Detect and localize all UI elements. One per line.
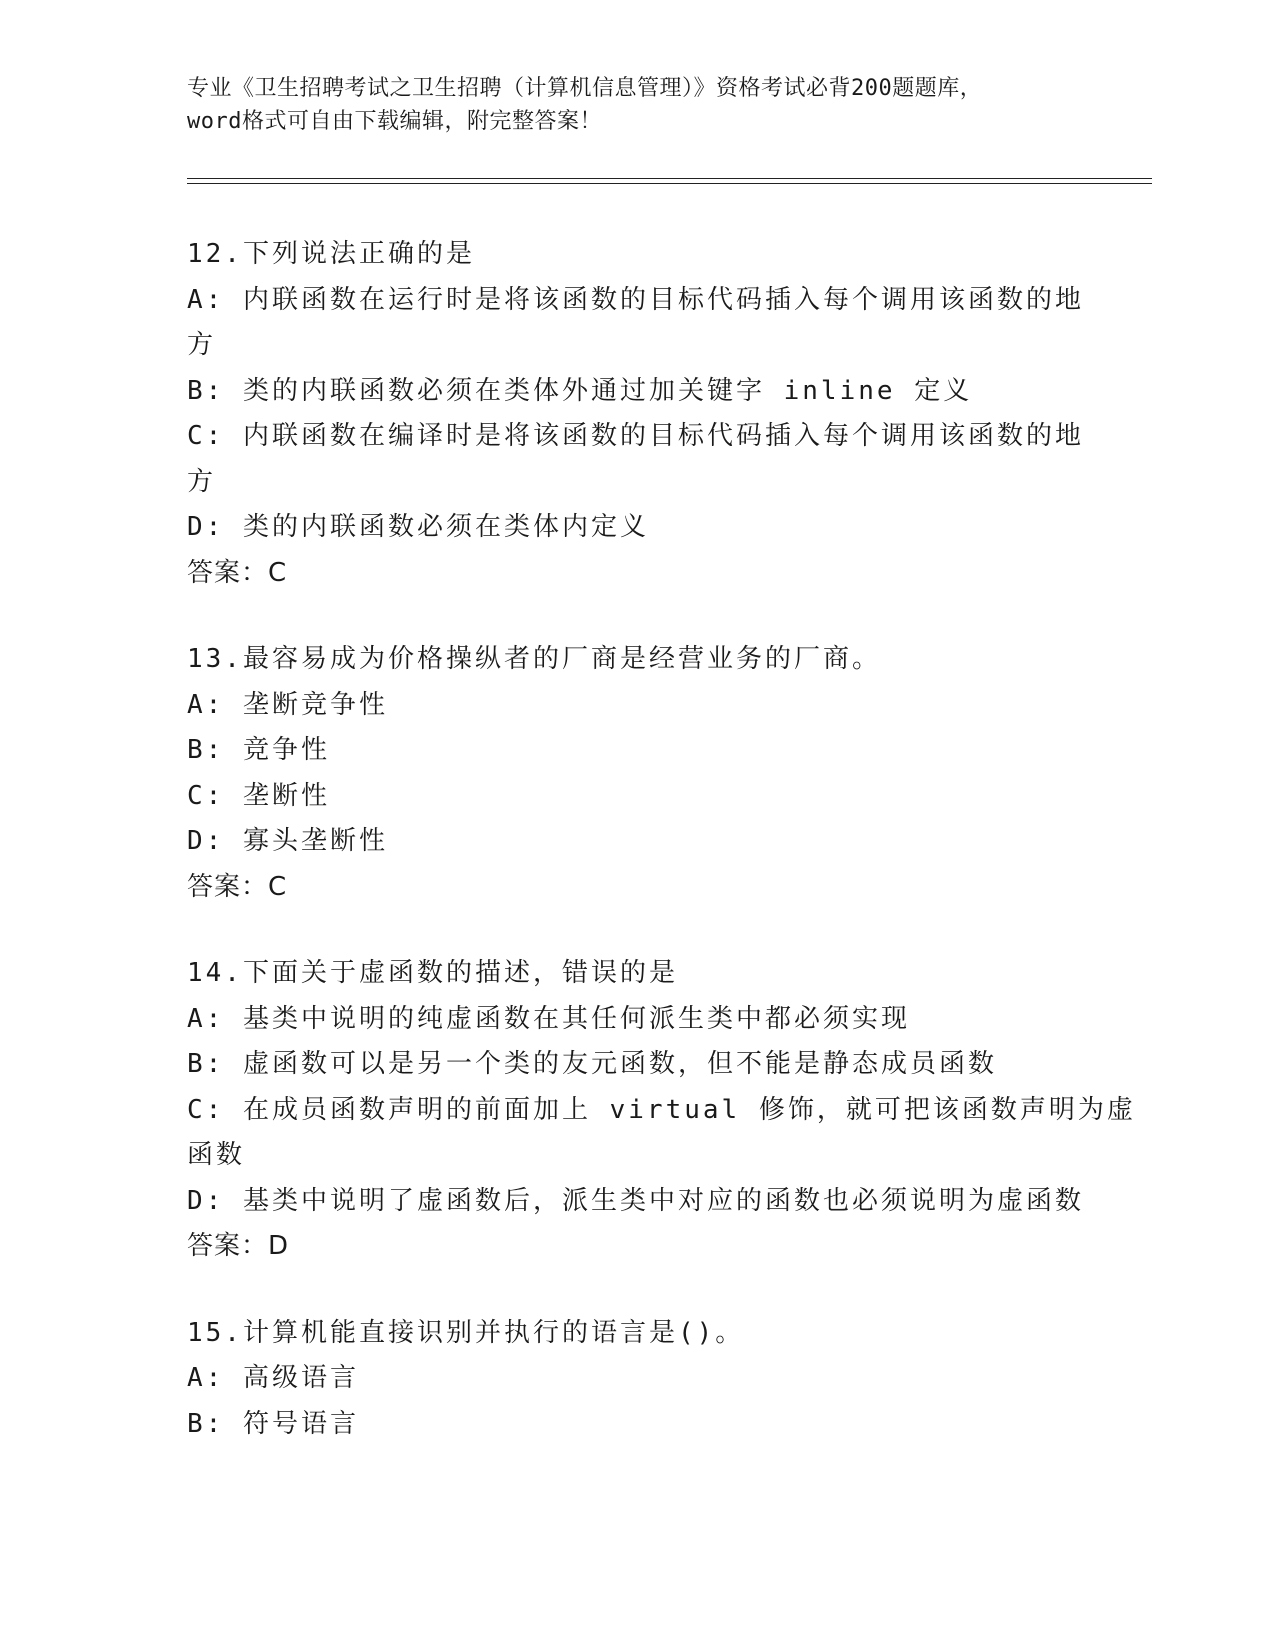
option-c	[187, 1088, 1136, 1134]
header-divider-bottom	[187, 183, 1152, 184]
header-line-1: 专业《卫生招聘考试之卫生招聘（计算机信息管理）》资格考试必背200题题库，	[187, 76, 983, 101]
option-c	[187, 414, 1087, 460]
option-letter: D:	[187, 1185, 225, 1216]
option-text: 内联函数在编译时是将该函数的目标代码插入每个调用该函数的地	[242, 421, 1084, 451]
option-text: 内联函数在运行时是将该函数的目标代码插入每个调用该函数的地	[242, 284, 1084, 315]
question-13	[187, 637, 1087, 910]
option-c-continued: 函数	[187, 1140, 246, 1170]
option-text: 垄断性	[242, 780, 330, 811]
question-stem: 15.计算机能直接识别并执行的语言是()。	[187, 1317, 745, 1348]
question-12	[187, 232, 1087, 596]
option-letter: C:	[187, 421, 225, 451]
header-line-2: word格式可自由下载编辑，附完整答案！	[187, 109, 602, 134]
answer: 答案：D	[187, 1231, 290, 1261]
option-a	[187, 997, 1087, 1043]
option-a	[187, 1356, 1087, 1402]
option-text: 基类中说明的纯虚函数在其任何派生类中都必须实现	[242, 1003, 910, 1034]
question-stem: 12.下列说法正确的是	[187, 239, 475, 269]
option-b	[187, 369, 1087, 415]
option-letter: B:	[187, 375, 225, 406]
option-d	[187, 505, 1087, 551]
option-text: 符号语言	[242, 1408, 359, 1439]
option-letter: A:	[187, 284, 225, 315]
document-header	[187, 72, 1087, 138]
header-divider-top	[187, 178, 1152, 179]
option-a	[187, 683, 1087, 729]
option-b	[187, 1402, 1087, 1448]
option-a-continued: 方	[187, 330, 217, 360]
option-letter: C:	[187, 1094, 225, 1125]
question-stem: 14.下面关于虚函数的描述，错误的是	[187, 958, 678, 988]
option-text: 垄断竞争性	[242, 689, 388, 720]
option-b	[187, 728, 1087, 774]
option-text: 类的内联函数必须在类体外通过加关键字 inline 定义	[242, 375, 973, 406]
answer: 答案：C	[187, 871, 288, 902]
option-d	[187, 1179, 1087, 1225]
option-letter: A:	[187, 1003, 225, 1034]
answer: 答案：C	[187, 557, 288, 588]
option-c	[187, 774, 1087, 820]
question-list	[187, 232, 1136, 1488]
option-text: 寡头垄断性	[242, 826, 388, 856]
option-b	[187, 1042, 1087, 1088]
option-text: 高级语言	[242, 1363, 359, 1393]
option-letter: B:	[187, 735, 225, 765]
option-text: 在成员函数声明的前面加上 virtual 修饰，就可把该函数声明为虚	[242, 1094, 1136, 1125]
option-d	[187, 819, 1087, 865]
option-c-continued: 方	[187, 466, 217, 497]
option-text: 类的内联函数必须在类体内定义	[242, 512, 649, 542]
question-14	[187, 951, 1136, 1270]
option-letter: B:	[187, 1049, 225, 1079]
option-letter: D:	[187, 512, 225, 542]
option-letter: C:	[187, 780, 225, 811]
option-letter: D:	[187, 826, 225, 856]
option-text: 虚函数可以是另一个类的友元函数，但不能是静态成员函数	[242, 1049, 997, 1079]
question-15	[187, 1311, 1087, 1448]
option-text: 基类中说明了虚函数后，派生类中对应的函数也必须说明为虚函数	[242, 1185, 1084, 1216]
option-text: 竞争性	[242, 735, 330, 765]
option-a	[187, 278, 1087, 324]
question-stem: 13.最容易成为价格操纵者的厂商是经营业务的厂商。	[187, 644, 881, 674]
option-letter: B:	[187, 1408, 225, 1439]
option-letter: A:	[187, 1363, 225, 1393]
option-letter: A:	[187, 689, 225, 720]
